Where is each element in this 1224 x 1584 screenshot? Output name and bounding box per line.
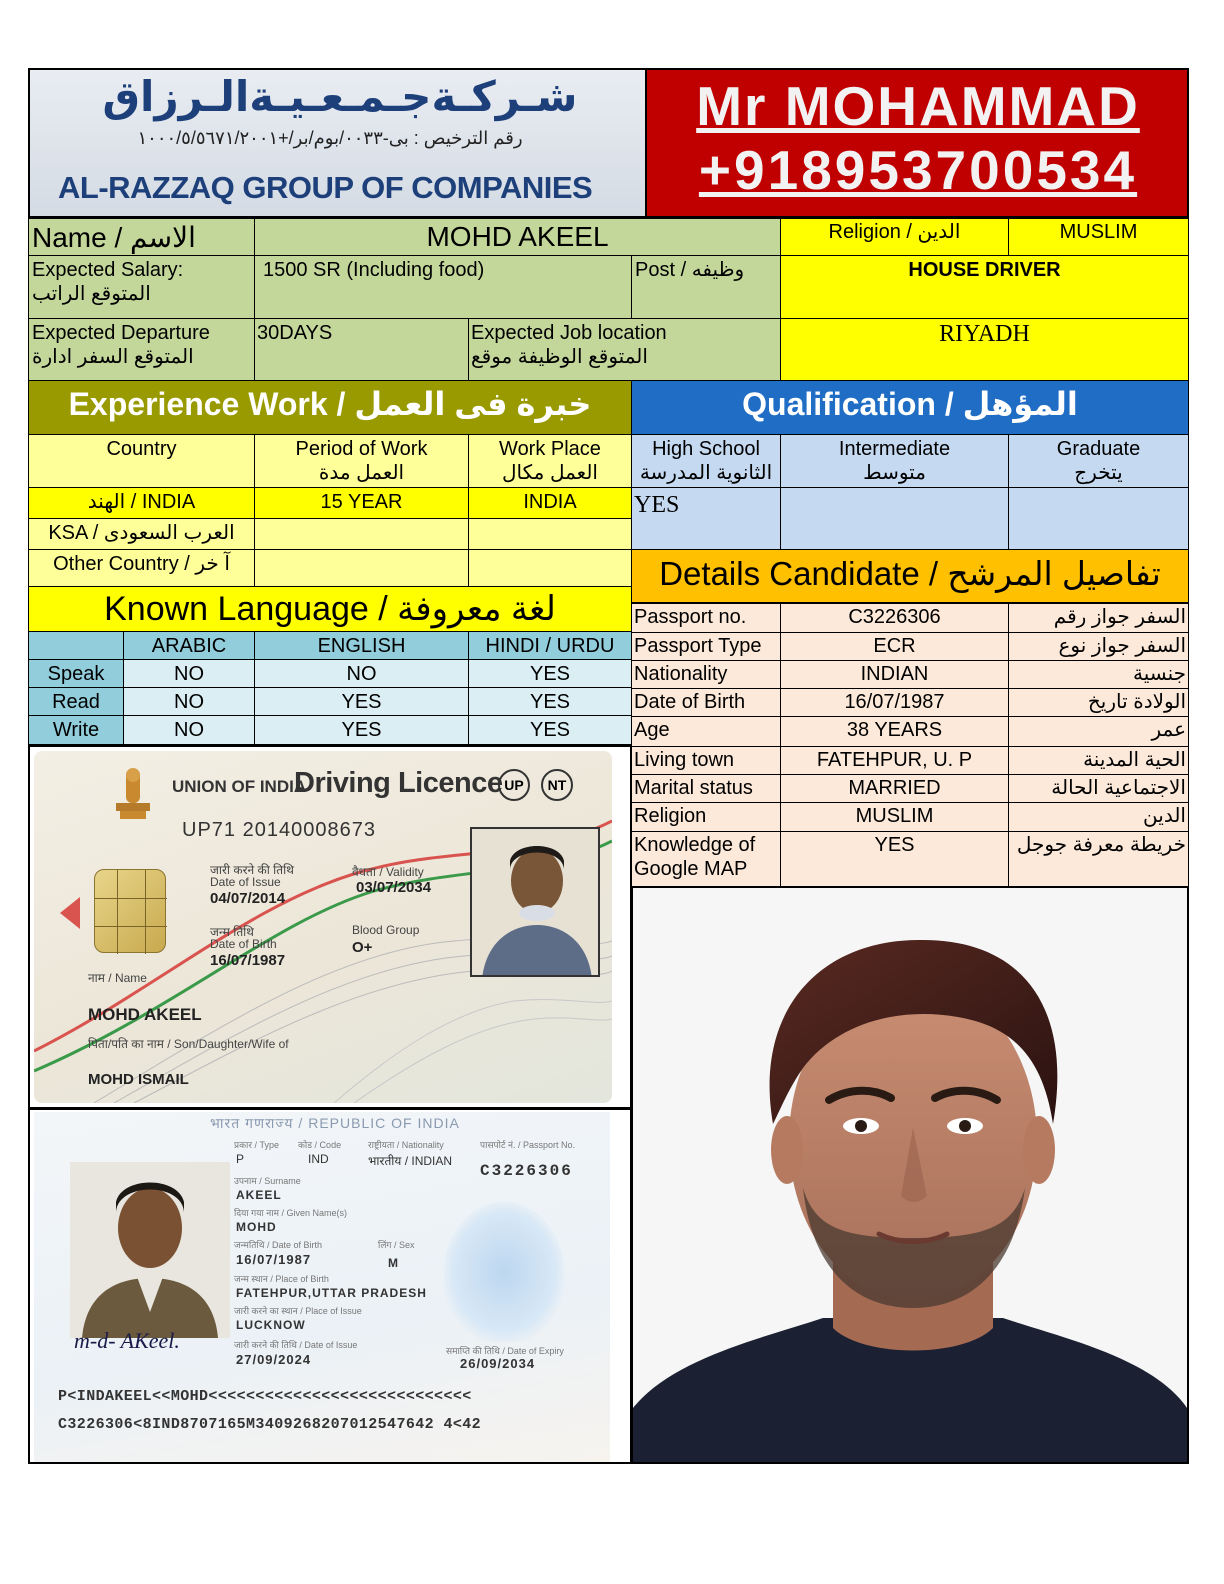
licence-relation-label: पिता/पति का नाम / Son/Daughter/Wife of (88, 1037, 289, 1051)
passport-mrz-line2: C3226306<8IND8707165M3409268207012547642 4<42 (58, 1416, 482, 1433)
licence-validity-label: वैधता / Validity (352, 865, 424, 879)
details-row-7-label: Marital status (631, 774, 781, 803)
passport-poi-label: जारी करने का स्थान / Place of Issue (234, 1306, 362, 1316)
details-row-2-arabic: السفر جواز نوع (1008, 632, 1189, 661)
language-speak-hindi: YES (468, 659, 632, 688)
experience-row-ksa-place (468, 518, 632, 550)
details-row-4-value: 16/07/1987 (780, 688, 1009, 717)
driving-licence-image (28, 745, 632, 1109)
experience-row-other-period (254, 549, 469, 587)
details-row-3-arabic: جنسية (1008, 660, 1189, 689)
language-read-arabic: NO (123, 687, 255, 716)
experience-row-other-country: Other Country / آ خر (28, 549, 255, 587)
language-col-english: ENGLISH (254, 631, 469, 660)
details-row-5-label: Age (631, 716, 781, 747)
experience-row-ksa-country: KSA / العرب السعودى (28, 518, 255, 550)
licence-issue-date: 04/07/2014 (210, 890, 286, 907)
details-row-1-arabic: السفر جواز رقم (1008, 603, 1189, 633)
passport-given: MOHD (236, 1220, 277, 1234)
licence-issue-label: Date of Issue (210, 875, 281, 889)
logo-license-line: رقم الترخيص : بى-٠٠٣٣/بوم/بر/+١٠٠٠/٥/٥٦٧١/٢٠٠١ (137, 128, 523, 148)
licence-card (34, 751, 612, 1103)
passport-pob: FATEHPUR,UTTAR PRADESH (236, 1286, 427, 1300)
qualification-value-intermediate (780, 487, 1009, 550)
contact-phone: +918953700534 (698, 139, 1138, 201)
name-label: Name / الاسم (28, 218, 255, 256)
qualification-value-graduate (1008, 487, 1189, 550)
licence-name: MOHD AKEEL (88, 1005, 202, 1024)
passport-nationality-label: राष्ट्रीयता / Nationality (368, 1140, 444, 1150)
passport-sex-label: लिंग / Sex (378, 1240, 415, 1250)
passport-photo (70, 1162, 230, 1338)
experience-row-india-country: الهند / INDIA (28, 487, 255, 519)
details-row-8-arabic: الدين (1008, 802, 1189, 832)
licence-badge-nt: NT (541, 769, 573, 801)
qualification-header-highschool: High School الثانوية المدرسة (631, 434, 781, 488)
details-row-5-value: 38 YEARS (780, 716, 1009, 747)
company-logo (30, 70, 645, 216)
language-row-write-label: Write (28, 715, 124, 745)
experience-header-period: Period of Work العمل مدة (254, 434, 469, 488)
details-row-3-value: INDIAN (780, 660, 1009, 689)
licence-blood: O+ (352, 939, 373, 956)
experience-header-place: Work Place العمل مكال (468, 434, 632, 488)
departure-label (28, 318, 255, 381)
passport-code-label: कोड / Code (298, 1140, 342, 1150)
passport-ghost-image (444, 1202, 564, 1342)
licence-photo (470, 827, 600, 977)
language-read-english: YES (254, 687, 469, 716)
passport-no-label: पासपोर्ट नं. / Passport No. (480, 1140, 576, 1150)
details-row-2-value: ECR (780, 632, 1009, 661)
passport-surname: AKEEL (236, 1188, 282, 1202)
licence-badge-up: UP (498, 769, 530, 801)
details-row-4-arabic: الولادة تاريخ (1008, 688, 1189, 717)
departure-label-en: Expected Departure (32, 322, 210, 344)
language-write-english: YES (254, 715, 469, 745)
details-row-6-arabic: الحية المدينة (1008, 746, 1189, 775)
language-row-read-label: Read (28, 687, 124, 716)
logo-english-name: AL-RAZZAQ GROUP OF COMPANIES (58, 170, 593, 205)
licence-blood-label: Blood Group (352, 923, 420, 937)
passport-doi-label: जारी करने की तिथि / Date of Issue (234, 1340, 358, 1350)
licence-relation: MOHD ISMAIL (88, 1071, 189, 1088)
qualification-header-intermediate: Intermediate متوسط (780, 434, 1009, 488)
passport-sex: M (388, 1256, 398, 1270)
details-row-6-value: FATEHPUR, U. P (780, 746, 1009, 775)
passport-code: IND (308, 1152, 329, 1166)
licence-dob: 16/07/1987 (210, 952, 286, 969)
passport-mrz-line1: P<INDAKEEL<<MOHD<<<<<<<<<<<<<<<<<<<<<<<<<<<< (58, 1388, 472, 1405)
language-speak-english: NO (254, 659, 469, 688)
arrow-marker-icon (60, 897, 80, 929)
language-speak-arabic: NO (123, 659, 255, 688)
passport-doe-label: समाप्ति की तिथि / Date of Expiry (446, 1346, 564, 1356)
licence-dob-label-hi: जन्म तिथि (210, 925, 254, 939)
language-col-arabic: ARABIC (123, 631, 255, 660)
name-value: MOHD AKEEL (254, 218, 781, 256)
candidate-portrait (633, 888, 1187, 1462)
languages-corner (28, 631, 124, 660)
language-row-speak-label: Speak (28, 659, 124, 688)
candidate-photo (631, 886, 1189, 1464)
details-row-5-arabic: عمر (1008, 716, 1189, 747)
contact-name: Mr MOHAMMAD (696, 75, 1140, 137)
details-row-9-arabic: خريطة معرفة جوجل (1008, 831, 1189, 887)
experience-title: Experience Work / خبرة فى العمل (28, 380, 632, 435)
licence-validity-date: 03/07/2034 (356, 879, 432, 896)
post-value: HOUSE DRIVER (780, 255, 1189, 319)
contact-box (645, 70, 1187, 216)
location-label (468, 318, 781, 381)
location-value: RIYADH (780, 318, 1189, 381)
details-row-9-value: YES (780, 831, 1009, 887)
experience-row-india-place: INDIA (468, 487, 632, 519)
experience-header-country: Country (28, 434, 255, 488)
licence-dob-label: Date of Birth (210, 937, 277, 951)
passport-image (28, 1108, 632, 1464)
details-row-9-label: Knowledge of Google MAP (631, 831, 781, 887)
page-header (28, 68, 1189, 218)
language-write-arabic: NO (123, 715, 255, 745)
details-row-7-value: MARRIED (780, 774, 1009, 803)
licence-number: UP71 20140008673 (182, 819, 376, 841)
details-row-2-label: Passport Type (631, 632, 781, 661)
person-silhouette-icon (472, 829, 600, 977)
post-label: Post / وظيفه (631, 255, 781, 319)
passport-poi: LUCKNOW (236, 1318, 306, 1332)
passport-signature: m-d- AKeel. (74, 1328, 180, 1353)
religion-value: MUSLIM (1008, 218, 1189, 256)
passport-doe: 26/09/2034 (460, 1356, 536, 1371)
details-row-4-label: Date of Birth (631, 688, 781, 717)
details-row-7-arabic: الاجتماعية الحالة (1008, 774, 1189, 803)
passport-no: C3226306 (480, 1162, 573, 1180)
passport-nationality: भारतीय / INDIAN (368, 1154, 453, 1168)
location-label-en: Expected Job location (471, 322, 667, 344)
details-row-1-value: C3226306 (780, 603, 1009, 633)
logo-arabic-name: شـركـةجـمـعـيـةالـرزاق (102, 73, 578, 120)
experience-row-india-period: 15 YEAR (254, 487, 469, 519)
qualification-header-graduate: Graduate يتخرج (1008, 434, 1189, 488)
passport-pob-label: जन्म स्थान / Place of Birth (234, 1274, 329, 1284)
person-silhouette-icon (70, 1162, 230, 1338)
passport-dob-label: जन्मतिथि / Date of Birth (234, 1240, 322, 1250)
language-read-hindi: YES (468, 687, 632, 716)
passport-header: भारत गणराज्य / REPUBLIC OF INDIA (210, 1115, 460, 1131)
languages-title: Known Language / لغة معروفة (28, 586, 632, 632)
qualification-value-highschool: YES (631, 487, 781, 550)
details-row-8-label: Religion (631, 802, 781, 832)
salary-label-ar: المتوقع الراتب (32, 283, 151, 305)
licence-issue-label-hi: जारी करने की तिथि (210, 863, 294, 877)
passport-page (34, 1112, 610, 1462)
qualification-title: Qualification / المؤهل (631, 380, 1189, 435)
details-row-1-label: Passport no. (631, 603, 781, 633)
passport-doi: 27/09/2024 (236, 1352, 312, 1367)
licence-title: Driving Licence (294, 767, 503, 799)
salary-value: 1500 SR (Including food) (254, 255, 632, 319)
passport-type: P (236, 1152, 245, 1166)
passport-given-label: दिया गया नाम / Given Name(s) (234, 1208, 348, 1218)
religion-label: Religion / الدين (780, 218, 1009, 256)
licence-header: UNION OF INDIA (172, 777, 307, 796)
experience-row-other-place (468, 549, 632, 587)
departure-value: 30DAYS (254, 318, 469, 381)
language-col-hindi-urdu: HINDI / URDU (468, 631, 632, 660)
salary-label (28, 255, 255, 319)
licence-name-label: नाम / Name (88, 971, 147, 985)
details-row-8-value: MUSLIM (780, 802, 1009, 832)
location-label-ar: المتوقع الوظيفة موقع (471, 346, 648, 368)
emblem-icon (110, 765, 156, 823)
salary-label-en: Expected Salary: (32, 259, 184, 281)
details-row-6-label: Living town (631, 746, 781, 775)
sim-chip-icon (94, 869, 166, 953)
passport-dob: 16/07/1987 (236, 1252, 312, 1267)
details-title: Details Candidate / تفاصيل المرشح (631, 549, 1189, 603)
experience-row-ksa-period (254, 518, 469, 550)
passport-surname-label: उपनाम / Surname (234, 1176, 301, 1186)
details-row-3-label: Nationality (631, 660, 781, 689)
passport-type-label: प्रकार / Type (234, 1140, 280, 1150)
language-write-hindi: YES (468, 715, 632, 745)
departure-label-ar: المتوقع السفر ادارة (32, 346, 194, 368)
